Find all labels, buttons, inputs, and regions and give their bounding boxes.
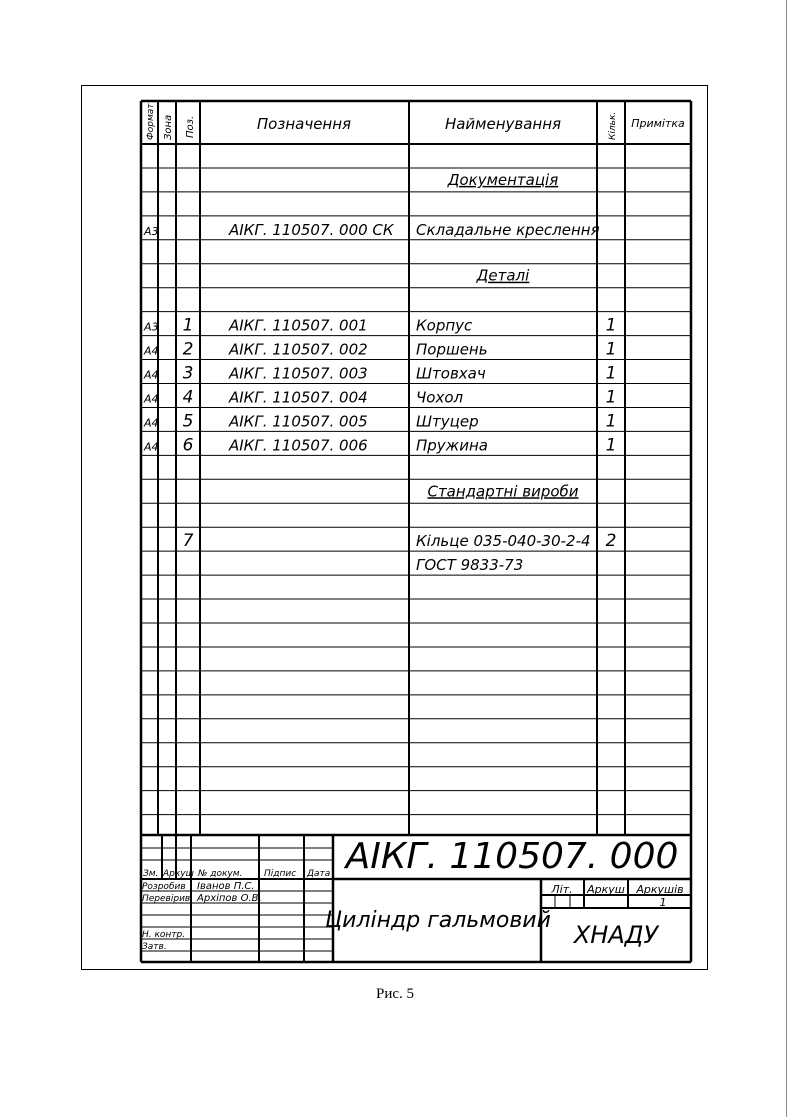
row-name: Поршень bbox=[416, 340, 488, 359]
row-format: А4 bbox=[144, 440, 159, 454]
row-name: Пружина bbox=[416, 436, 488, 455]
row-quantity: 2 bbox=[605, 531, 617, 552]
row-name: ГОСТ 9833-73 bbox=[416, 556, 524, 575]
label-date: Дата bbox=[307, 869, 331, 879]
row-format: А3 bbox=[144, 320, 159, 334]
row-position: 3 bbox=[182, 363, 194, 384]
checker-name: Архіпов О.В. bbox=[197, 893, 262, 904]
header-name: Найменування bbox=[444, 115, 562, 133]
row-name: Кільце 035-040-30-2-4 bbox=[416, 532, 591, 551]
header-position: Поз. bbox=[185, 115, 196, 138]
label-signature: Підпис bbox=[264, 869, 297, 879]
row-quantity: 1 bbox=[605, 387, 617, 408]
row-format: А3 bbox=[144, 224, 159, 238]
label-checked: Перевірив bbox=[142, 894, 191, 904]
document-code: АІКГ. 110507. 000 bbox=[345, 836, 679, 877]
row-quantity: 1 bbox=[605, 339, 617, 360]
label-norm-control: Н. контр. bbox=[142, 930, 186, 940]
organization: ХНАДУ bbox=[573, 921, 659, 949]
row-name: Штовхач bbox=[416, 364, 486, 383]
row-designation: АІКГ. 110507. 006 bbox=[229, 436, 368, 455]
row-name: Складальне креслення bbox=[416, 220, 600, 239]
row-name: Корпус bbox=[416, 316, 473, 335]
row-quantity: 1 bbox=[605, 363, 617, 384]
row-position: 6 bbox=[182, 435, 194, 456]
label-sheets-column: Аркушів bbox=[636, 883, 684, 896]
label-approved: Затв. bbox=[142, 942, 167, 952]
row-format: А4 bbox=[144, 344, 159, 358]
row-designation: АІКГ. 110507. 001 bbox=[229, 316, 368, 335]
row-designation: АІКГ. 110507. 003 bbox=[229, 364, 368, 383]
row-name: Штуцер bbox=[416, 412, 479, 431]
label-developed: Розробив bbox=[142, 882, 186, 892]
row-name: Чохол bbox=[416, 388, 464, 407]
label-doc-number: № докум. bbox=[198, 869, 243, 879]
section-heading: Документація bbox=[447, 170, 559, 189]
header-note: Примітка bbox=[631, 117, 685, 130]
label-lit: Літ. bbox=[551, 883, 573, 896]
row-position: 4 bbox=[182, 387, 194, 408]
row-designation: АІКГ. 110507. 000 СК bbox=[229, 220, 394, 239]
row-designation: АІКГ. 110507. 005 bbox=[229, 412, 368, 431]
product-name: Циліндр гальмовий bbox=[325, 908, 551, 933]
row-quantity: 1 bbox=[605, 411, 617, 432]
header-zone: Зона bbox=[163, 114, 174, 140]
label-change: Зм. bbox=[143, 869, 159, 879]
figure-caption: Рис. 5 bbox=[375, 986, 415, 1002]
row-position: 2 bbox=[182, 339, 194, 360]
row-quantity: 1 bbox=[605, 315, 617, 336]
sheets-total: 1 bbox=[659, 896, 667, 909]
header-designation: Позначення bbox=[256, 115, 352, 133]
row-position: 1 bbox=[182, 315, 194, 336]
row-format: А4 bbox=[144, 368, 159, 382]
label-sheet-column: Аркуш bbox=[587, 883, 625, 896]
row-designation: АІКГ. 110507. 004 bbox=[229, 388, 368, 407]
section-heading: Стандартні вироби bbox=[427, 482, 579, 501]
header-format: Формат bbox=[146, 103, 156, 140]
row-format: А4 bbox=[144, 392, 159, 406]
row-designation: АІКГ. 110507. 002 bbox=[229, 340, 368, 359]
label-sheet: Аркуш bbox=[163, 869, 194, 879]
row-quantity: 1 bbox=[605, 435, 617, 456]
header-quantity: Кільк. bbox=[608, 111, 618, 140]
developer-name: Іванов П.С. bbox=[197, 881, 255, 892]
row-position: 5 bbox=[182, 411, 194, 432]
section-heading: Деталі bbox=[476, 266, 530, 285]
row-position: 7 bbox=[182, 531, 194, 552]
row-format: А4 bbox=[144, 416, 159, 430]
